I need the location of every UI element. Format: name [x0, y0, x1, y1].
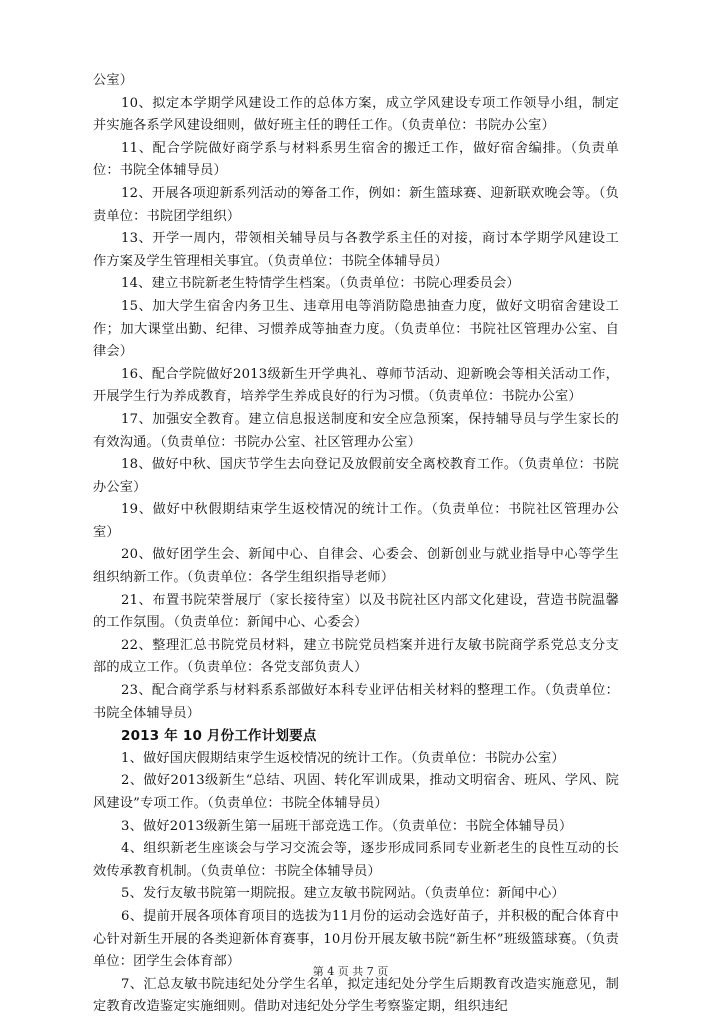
paragraph-continuation: 公室）: [93, 73, 134, 88]
plan-item-22: 22、整理汇总书院党员材料，建立书院党员档案并进行友敏书院商学系党总支分支部的成立工作。（负责单位：各党支部负责人）: [93, 637, 619, 676]
plan-item-12: 12、开展各项迎新系列活动的筹备工作，例如：新生篮球赛、迎新联欢晚会等。（负责单位：书院团学组织）: [93, 185, 619, 224]
plan-item-14: 14、建立书院新老生特情学生档案。（负责单位：书院心理委员会）: [121, 276, 520, 292]
plan-item-10: 10、拟定本学期学风建设工作的总体方案，成立学风建设专项工作领导小组，制定并实施各系学风建设细则，做好班主任的聘任工作。（负责单位：书院办公室）: [93, 95, 619, 134]
section-heading-october: 2013 年 10 月份工作计划要点: [121, 728, 317, 745]
october-item-5: 5、发行友敏书院第一期院报。建立友敏书院网站。（负责单位：新闻中心）: [121, 886, 565, 902]
document-body: [93, 70, 619, 1019]
plan-item-21: 21、布置书院荣誉展厅（家长接待室）以及书院社区内部文化建设，营造书院温馨的工作氛围。（负责单位：新闻中心、心委会）: [93, 592, 619, 631]
plan-item-18: 18、做好中秋、国庆节学生去向登记及放假前安全离校教育工作。（负责单位：书院办公室）: [93, 457, 619, 495]
plan-item-13: 13、开学一周内，带领相关辅导员与各教学系主任的对接，商讨本学期学风建设工作方案及学生管理相关事宜。（负责单位：书院全体辅导员）: [93, 231, 619, 269]
october-item-3: 3、做好2013级新生第一届班干部竞选工作。（负责单位：书院全体辅导员）: [121, 818, 573, 834]
october-item-2: 2、做好2013级新生“总结、巩固、转化军训成果，推动文明宿舍、班风、学风、院风建设”专项工作。（负责单位：书院全体辅导员）: [93, 773, 619, 811]
plan-item-11: 11、配合学院做好商学系与材料系男生宿舍的搬迁工作，做好宿舍编排。（负责单位：书院全体辅导员）: [93, 140, 619, 179]
october-item-7: 7、汇总友敏书院违纪处分学生名单，拟定违纪处分学生后期教育改造实施意见，制定教育改造鉴定实施细则。借助对违纪处分学生考察鉴定期，组织违纪: [93, 976, 619, 1015]
page-number-footer: 第 4 页 共 7 页: [312, 965, 389, 978]
plan-item-20: 20、做好团学生会、新闻中心、自律会、心委会、创新创业与就业指导中心等学生组织纳新工作。（负责单位：各学生组织指导老师）: [93, 547, 619, 586]
plan-item-17: 17、加强安全教育。建立信息报送制度和安全应急预案，保持辅导员与学生家长的有效沟通。（负责单位：书院办公室、社区管理办公室）: [93, 411, 619, 450]
october-item-1: 1、做好国庆假期结束学生返校情况的统计工作。（负责单位：书院办公室）: [121, 750, 565, 766]
october-item-4: 4、组织新老生座谈会与学习交流会等，逐步形成同系同专业新老生的良性互动的长效传承教育机制。（负责单位：书院全体辅导员）: [93, 841, 619, 879]
plan-item-19: 19、做好中秋假期结束学生返校情况的统计工作。（负责单位：书院社区管理办公室）: [93, 502, 619, 540]
plan-item-23: 23、配合商学系与材料系系部做好本科专业评估相关材料的整理工作。（负责单位：书院全体辅导员）: [93, 683, 619, 721]
plan-item-16: 16、配合学院做好2013级新生开学典礼、尊师节活动、迎新晚会等相关活动工作，开展学生行为养成教育，培养学生养成良好的行为习惯。（负责单位：书院办公室）: [93, 366, 619, 405]
october-item-6: 6、提前开展各项体育项目的选拔为11月份的运动会选好苗子，并积极的配合体育中心针对新生开展的各类迎新体育赛事，10月份开展友敏书院“新生杯”班级篮球赛。（负责单位：团学生会体育部）: [93, 908, 619, 970]
plan-item-15: 15、加大学生宿舍内务卫生、违章用电等消防隐患抽查力度，做好文明宿舍建设工作；加大课堂出勤、纪律、习惯养成等抽查力度。（负责单位：书院社区管理办公室、自律会）: [93, 298, 619, 360]
